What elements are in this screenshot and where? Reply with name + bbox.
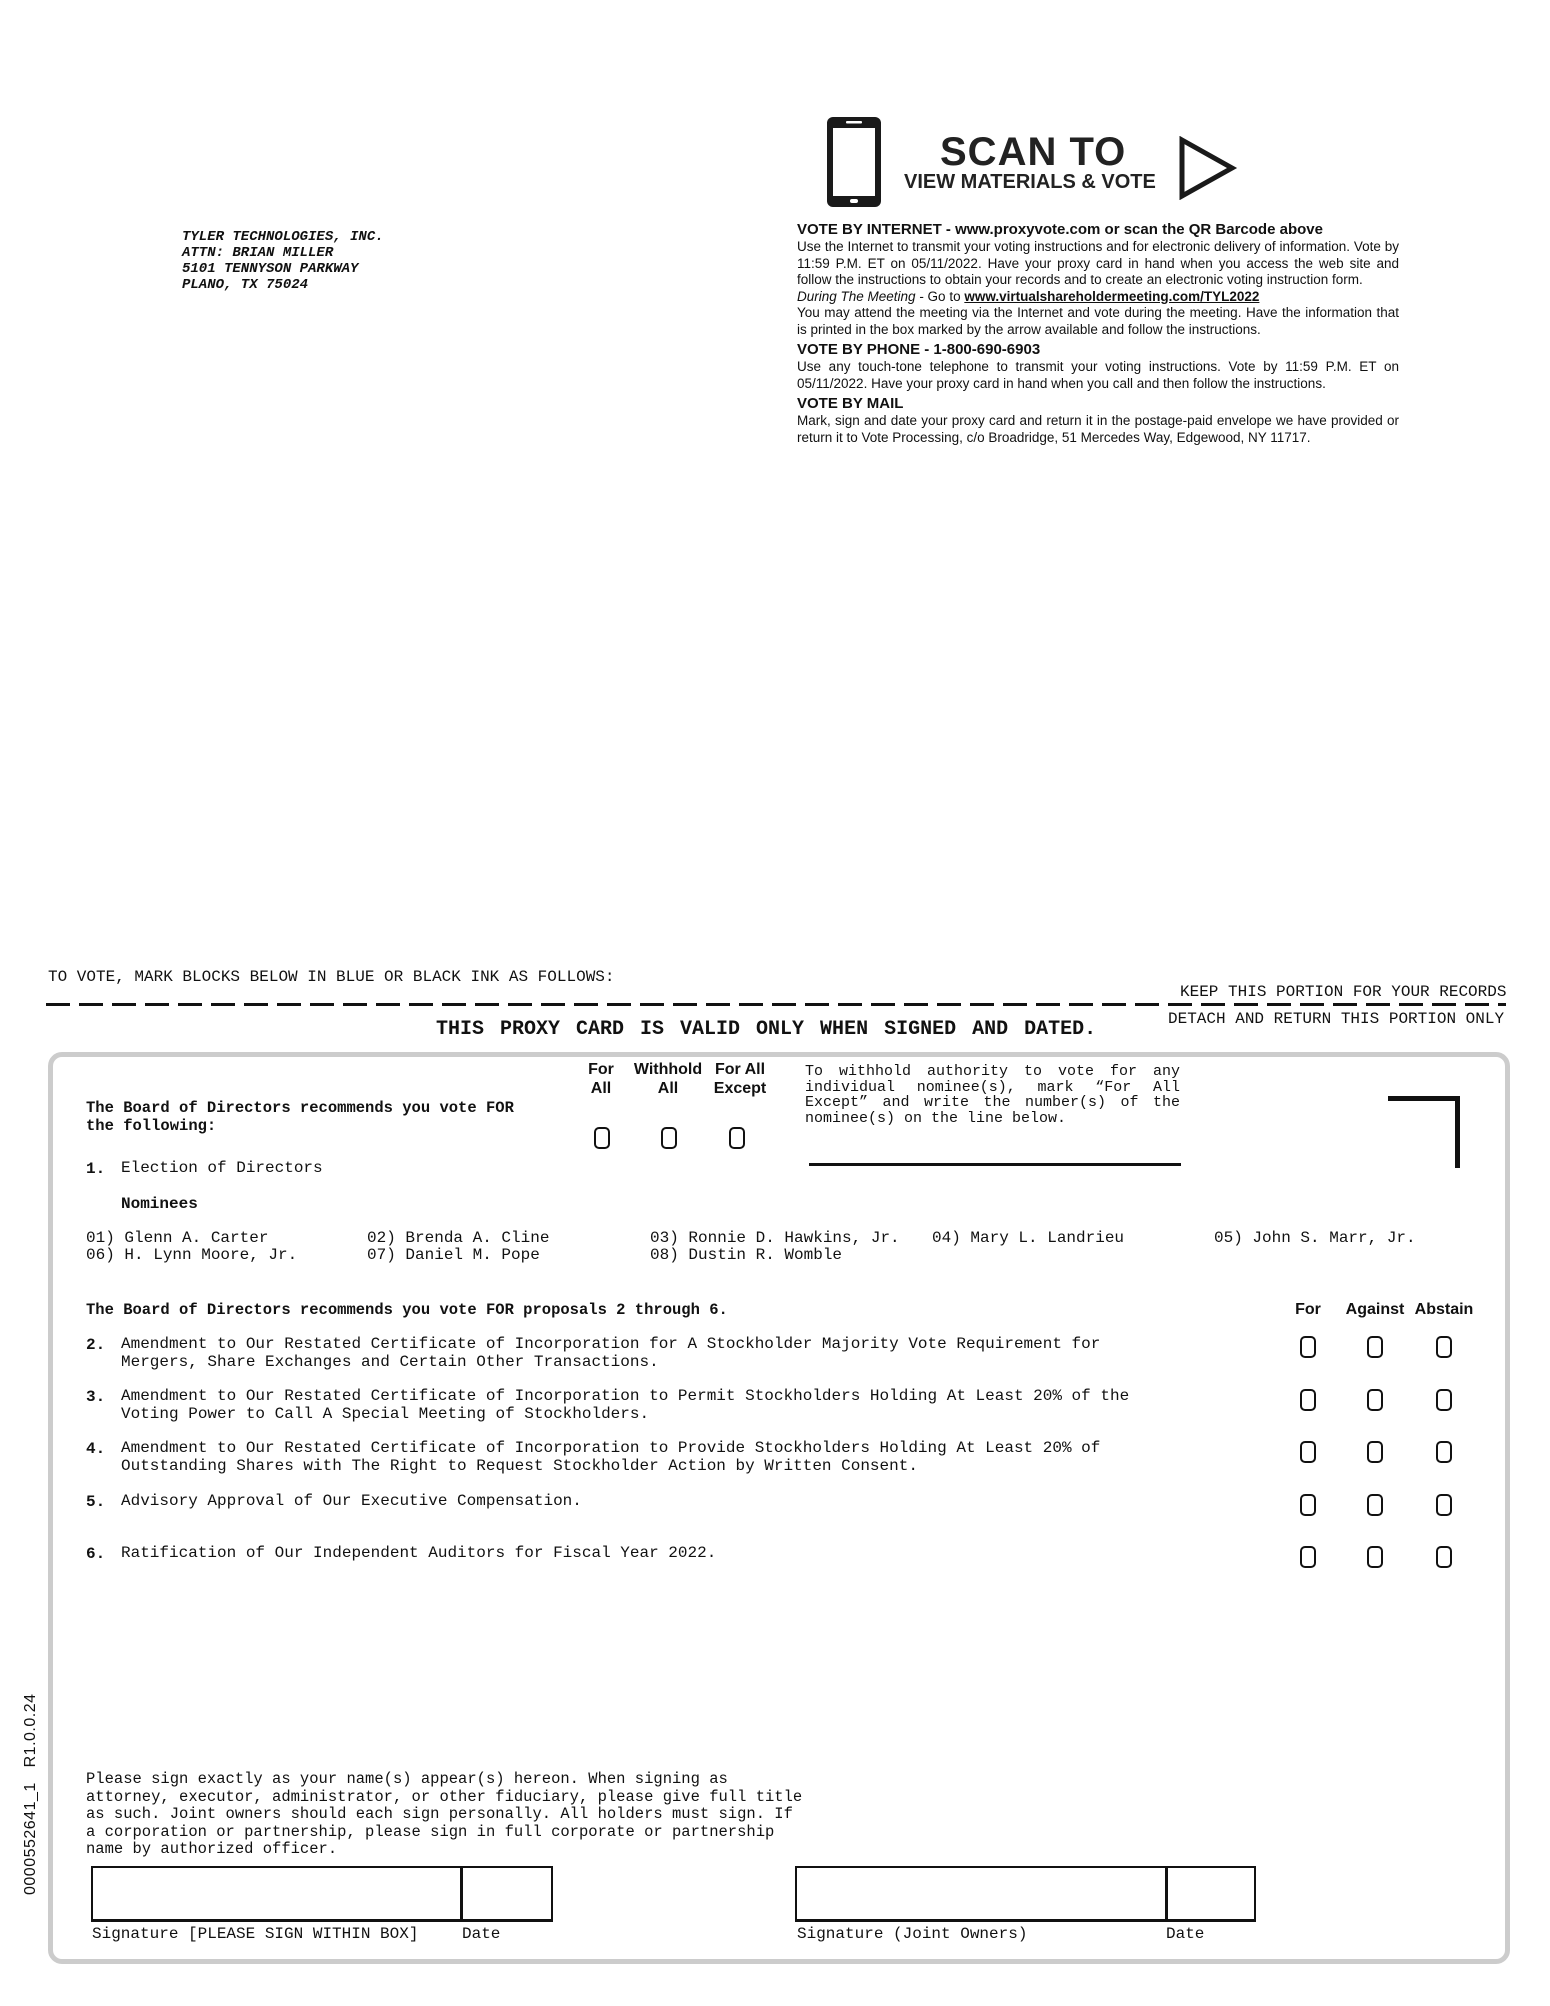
signature-box[interactable] (91, 1866, 462, 1922)
for-all-except-checkbox[interactable] (729, 1127, 745, 1149)
election-recommend-line2: the following: (86, 1117, 217, 1135)
phone-heading: VOTE BY PHONE - 1-800-690-6903 (797, 341, 1041, 358)
nominee-02: 02) Brenda A. Cline (367, 1229, 550, 1247)
proposal-3-abstain-checkbox[interactable] (1436, 1389, 1452, 1411)
col-for-all-line1: For (588, 1061, 614, 1078)
election-recommendation (86, 1099, 514, 1135)
date-box[interactable] (461, 1866, 553, 1922)
nominee-07: 07) Daniel M. Pope (367, 1246, 540, 1264)
joint-date-label: Date (1166, 1925, 1205, 1943)
proposal-4-against-checkbox[interactable] (1367, 1441, 1383, 1463)
nominee-05: 05) John S. Marr, Jr. (1214, 1229, 1416, 1247)
corner-registration-mark (1388, 1096, 1460, 1168)
proposal-2-number: 2. (86, 1336, 106, 1354)
date-label: Date (462, 1925, 501, 1943)
keep-portion-label: KEEP THIS PORTION FOR YOUR RECORDS (1180, 983, 1507, 1001)
proposal-5-against-checkbox[interactable] (1367, 1494, 1383, 1516)
nominee-06: 06) H. Lynn Moore, Jr. (86, 1246, 298, 1264)
mark-instructions: TO VOTE, MARK BLOCKS BELOW IN BLUE OR BLACK INK AS FOLLOWS: (48, 968, 615, 986)
proposal-3-number: 3. (86, 1388, 106, 1406)
proposal-3-for-checkbox[interactable] (1300, 1389, 1316, 1411)
proposal-6-against-checkbox[interactable] (1367, 1546, 1383, 1568)
proposal-5-number: 5. (86, 1493, 106, 1511)
mailing-address (182, 229, 384, 293)
nominee-write-in-line[interactable] (809, 1163, 1181, 1166)
mail-heading: VOTE BY MAIL (797, 395, 904, 412)
joint-date-box[interactable] (1166, 1866, 1256, 1922)
nominee-01: 01) Glenn A. Carter (86, 1229, 269, 1247)
address-city: PLANO, TX 75024 (182, 277, 309, 293)
proposal-3-against-checkbox[interactable] (1367, 1389, 1383, 1411)
meeting-go: - Go to (915, 288, 965, 304)
document-code: 0000552641_1 R1.0.0.24 (22, 1693, 39, 1895)
proposal-4-line1: Amendment to Our Restated Certificate of Incorporation to Provide Stockholders Holding At Least 20% of (121, 1439, 1101, 1457)
phone-icon (824, 114, 884, 210)
proposal-3-text (121, 1388, 1129, 1423)
signature-instructions: Please sign exactly as your name(s) appear(s) hereon. When signing as attorney, executor, administrator, or other fiduciary, please give full title as such. Joint owners should each sign personally. All holders must sign. If a corporation or partnership, please sign in full corporate or partnership name by authorized officer. (86, 1770, 803, 1858)
address-attn: ATTN: BRIAN MILLER (182, 245, 334, 261)
col-withhold-line1: Withhold (633, 1061, 703, 1078)
proposal-3-line2: Voting Power to Call A Special Meeting of Stockholders. (121, 1404, 650, 1423)
col-abstain: Abstain (1414, 1301, 1474, 1318)
proposal-2-line1: Amendment to Our Restated Certificate of Incorporation for A Stockholder Majority Vote Requirement for (121, 1335, 1101, 1353)
col-withhold-line2: All (657, 1080, 679, 1097)
joint-signature-label: Signature (Joint Owners) (797, 1925, 1028, 1943)
col-except-line1: For All (714, 1061, 766, 1078)
proposals-recommendation: The Board of Directors recommends you vote FOR proposals 2 through 6. (86, 1301, 728, 1319)
col-withhold-all (628, 1060, 708, 1098)
col-for-all-line2: All (590, 1080, 612, 1097)
address-street: 5101 TENNYSON PARKWAY (182, 261, 359, 277)
proposal-4-number: 4. (86, 1440, 106, 1458)
scan-title: SCAN TO (940, 130, 1127, 174)
proposal-4-for-checkbox[interactable] (1300, 1441, 1316, 1463)
item-1-number: 1. (86, 1160, 106, 1178)
proposal-2-text (121, 1336, 1100, 1371)
play-arrow-icon (1178, 136, 1238, 200)
election-recommend-line1: The Board of Directors recommends you vote FOR (86, 1099, 514, 1117)
proposal-6-number: 6. (86, 1545, 106, 1563)
proposal-4-abstain-checkbox[interactable] (1436, 1441, 1452, 1463)
nominee-03: 03) Ronnie D. Hawkins, Jr. (650, 1229, 900, 1247)
detach-portion-label: DETACH AND RETURN THIS PORTION ONLY (1168, 1010, 1505, 1028)
proposal-4-text (121, 1440, 1100, 1475)
internet-heading: VOTE BY INTERNET - www.proxyvote.com or scan the QR Barcode above (797, 221, 1323, 238)
proposal-2-for-checkbox[interactable] (1300, 1336, 1316, 1358)
nominee-08: 08) Dustin R. Womble (650, 1246, 843, 1264)
proposal-6-text: Ratification of Our Independent Auditors for Fiscal Year 2022. (121, 1544, 717, 1562)
proposal-5-text: Advisory Approval of Our Executive Compensation. (121, 1492, 582, 1510)
for-all-checkbox[interactable] (594, 1127, 610, 1149)
proposal-5-abstain-checkbox[interactable] (1436, 1494, 1452, 1516)
address-company: TYLER TECHNOLOGIES, INC. (182, 229, 384, 245)
col-for: For (1295, 1301, 1321, 1318)
mail-text: Mark, sign and date your proxy card and return it in the postage-paid envelope we have provided or return it to Vote Processing, c/o Broadridge, 51 Mercedes Way, Edgewood, NY 11717. (797, 413, 1399, 445)
proposal-5-for-checkbox[interactable] (1300, 1494, 1316, 1516)
valid-notice: THIS PROXY CARD IS VALID ONLY WHEN SIGNED AND DATED. (436, 1018, 1097, 1041)
col-for-all (581, 1060, 621, 1098)
nominee-04: 04) Mary L. Landrieu (932, 1229, 1125, 1247)
meeting-line (797, 289, 1399, 306)
meeting-text: You may attend the meeting via the Internet and vote during the meeting. Have the information that is printed in the box marked by the arrow available and follow the instructions. (797, 305, 1399, 337)
joint-signature-box[interactable] (795, 1866, 1167, 1922)
proposal-3-line1: Amendment to Our Restated Certificate of Incorporation to Permit Stockholders Holding At Least 20% of the (121, 1387, 1130, 1405)
col-except-line2: Except (713, 1080, 767, 1097)
withhold-all-checkbox[interactable] (661, 1127, 677, 1149)
internet-text: Use the Internet to transmit your voting instructions and for electronic delivery of information. Vote by 11:59 P.M. ET on 05/11/2022. Have your proxy card in hand when you access the web site and follow the instructions to obtain your records and to create an electronic voting instruction form. (797, 239, 1399, 287)
proposal-6-for-checkbox[interactable] (1300, 1546, 1316, 1568)
col-against: Against (1345, 1301, 1405, 1318)
tear-line (46, 1003, 1506, 1006)
proposal-6-abstain-checkbox[interactable] (1436, 1546, 1452, 1568)
signature-label: Signature [PLEASE SIGN WITHIN BOX] (92, 1925, 419, 1943)
proposal-4-line2: Outstanding Shares with The Right to Request Stockholder Action by Written Consent. (121, 1456, 918, 1475)
voting-instructions (797, 218, 1399, 446)
nominees-label: Nominees (121, 1195, 198, 1213)
proposal-2-line2: Mergers, Share Exchanges and Certain Other Transactions. (121, 1352, 659, 1371)
col-for-all-except (710, 1060, 770, 1098)
scan-subtitle: VIEW MATERIALS & VOTE (904, 171, 1156, 193)
election-label: Election of Directors (121, 1159, 323, 1177)
meeting-label: During The Meeting (797, 288, 916, 304)
withhold-note: To withhold authority to vote for any individual nominee(s), mark “For All Except” and write the number(s) of the nominee(s) on the line below. (805, 1063, 1180, 1127)
phone-text: Use any touch-tone telephone to transmit your voting instructions. Vote by 11:59 P.M. ET on 05/11/2022. Have your proxy card in hand when you call and then follow the instructions. (797, 359, 1399, 391)
proposal-2-abstain-checkbox[interactable] (1436, 1336, 1452, 1358)
proposal-2-against-checkbox[interactable] (1367, 1336, 1383, 1358)
meeting-url-link[interactable]: www.virtualshareholdermeeting.com/TYL2022 (964, 288, 1260, 304)
